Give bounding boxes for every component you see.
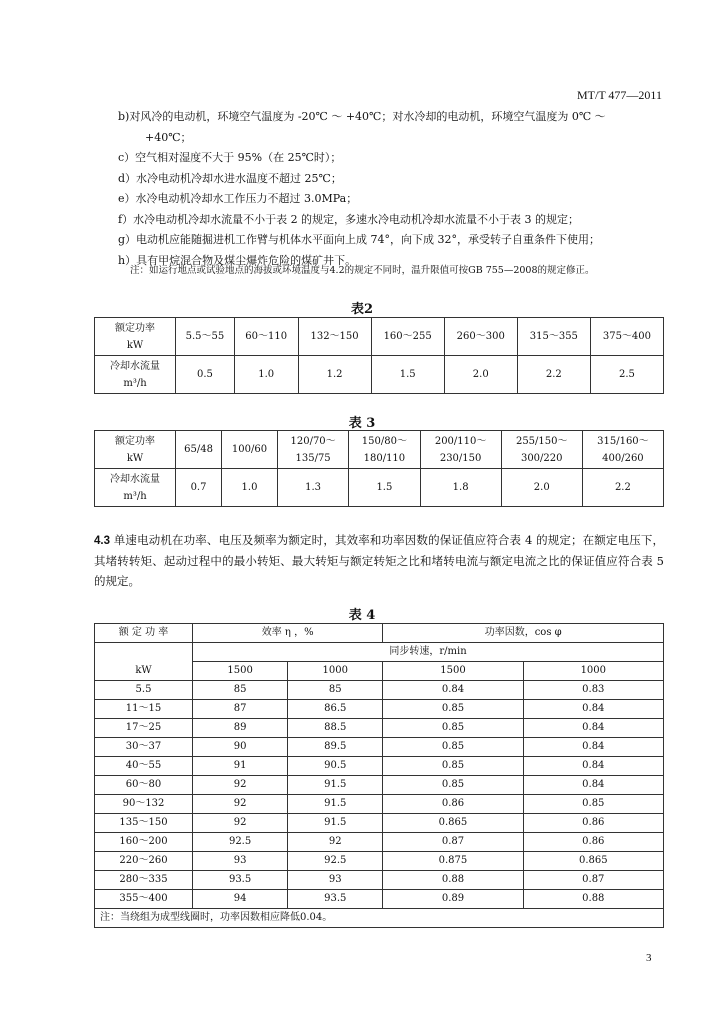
table-cell: 65/48 <box>176 431 222 469</box>
table-row <box>95 776 664 795</box>
row-header: 160～200 <box>95 833 193 852</box>
column-header: 额 定 功 率 <box>95 624 193 643</box>
table-cell: 0.875 <box>383 852 523 871</box>
table-cell: 2.0 <box>444 356 517 394</box>
table-cell: 0.865 <box>383 814 523 833</box>
table-row <box>95 719 664 738</box>
table-row <box>95 700 664 719</box>
table-cell: 1.0 <box>234 356 298 394</box>
table-cell: 85 <box>288 681 383 700</box>
table-cell: 132～150 <box>298 318 371 356</box>
table3-caption: 表 3 <box>348 416 376 431</box>
table-3 <box>94 430 664 507</box>
table-cell: 93 <box>193 852 288 871</box>
table-cell: 0.89 <box>383 890 523 909</box>
table-cell: 150/80～ 180/110 <box>349 431 420 469</box>
table-cell: 0.7 <box>176 469 222 507</box>
column-header: 同步转速，r/min <box>193 643 664 662</box>
table-cell: 60～110 <box>234 318 298 356</box>
table-cell: 1.2 <box>298 356 371 394</box>
clause-text: 单速电动机在功率、电压及频率为额定时，其效率和功率因数的保证值应符合表 4 的规定；在额定电压下，其堵转转矩、起动过程中的最小转矩、最大转矩与额定转矩之比和堵转电流与额定电流之比的保证值应符合表 5 的规定。 <box>94 533 664 588</box>
column-header: 1000 <box>523 662 663 681</box>
table-cell: 0.83 <box>523 681 663 700</box>
table-cell: 2.2 <box>582 469 663 507</box>
table-cell: 1.5 <box>349 469 420 507</box>
table-cell: 0.84 <box>383 681 523 700</box>
table-row <box>95 643 664 662</box>
table-row <box>95 909 664 928</box>
row-header: 额定功率 kW <box>95 431 176 469</box>
table-cell: 0.86 <box>523 814 663 833</box>
table-cell: 85 <box>193 681 288 700</box>
row-header: 30～37 <box>95 738 193 757</box>
row-header: 90～132 <box>95 795 193 814</box>
table-row <box>95 681 664 700</box>
table-cell: 1.5 <box>371 356 444 394</box>
table-cell: 87 <box>193 700 288 719</box>
table-cell: 92 <box>193 814 288 833</box>
row-header: 冷却水流量 m³/h <box>95 469 176 507</box>
table-cell: 0.84 <box>523 776 663 795</box>
clause-4-3 <box>94 530 664 591</box>
list-item: g）电动机应能随掘进机工作臂与机体水平面向上成 74°，向下成 32°，承受转子自重条件下使用； <box>118 233 601 246</box>
table-row <box>95 318 664 356</box>
page-number: 3 <box>646 952 652 964</box>
table-cell: 0.88 <box>523 890 663 909</box>
table-cell: 315～355 <box>517 318 590 356</box>
table-cell: 260～300 <box>444 318 517 356</box>
table-cell: 92 <box>288 833 383 852</box>
table-cell: 100/60 <box>222 431 278 469</box>
table-row <box>95 871 664 890</box>
table-cell: 5.5～55 <box>176 318 235 356</box>
clause-number: 4.3 <box>94 535 110 547</box>
table-row <box>95 431 664 469</box>
table-cell: 0.86 <box>523 833 663 852</box>
table-cell: 375～400 <box>590 318 663 356</box>
table-row <box>95 852 664 871</box>
row-header: 60～80 <box>95 776 193 795</box>
unit-label: kW <box>95 662 193 681</box>
table-row <box>95 795 664 814</box>
table-cell: 0.84 <box>523 719 663 738</box>
table-cell: 160～255 <box>371 318 444 356</box>
list-item: h）具有甲烷混合物及煤尘爆炸危险的煤矿井下。 <box>118 253 357 267</box>
column-header: 功率因数，cos φ <box>383 624 664 643</box>
table2-caption: 表2 <box>350 302 374 317</box>
table-cell: 0.85 <box>383 757 523 776</box>
table-row <box>95 738 664 757</box>
table-cell: 0.87 <box>523 871 663 890</box>
table-cell: 200/110～ 230/150 <box>420 431 501 469</box>
table-row <box>95 624 664 643</box>
table-cell: 88.5 <box>288 719 383 738</box>
table-cell: 93.5 <box>288 890 383 909</box>
row-header: 355～400 <box>95 890 193 909</box>
row-header: 135～150 <box>95 814 193 833</box>
table-cell: 92 <box>193 795 288 814</box>
list-item: e）水冷电动机冷却水工作压力不超过 3.0MPa； <box>118 192 358 205</box>
table-cell: 315/160～ 400/260 <box>582 431 663 469</box>
altitude-note: 注：如运行地点或试验地点的海拔或环境温度与4.2的规定不同时，温升限值可按GB 755—2008的规定修正。 <box>130 265 595 276</box>
table-cell: 92 <box>193 776 288 795</box>
table-cell: 91.5 <box>288 814 383 833</box>
table-cell: 89.5 <box>288 738 383 757</box>
table-cell: 93 <box>288 871 383 890</box>
table-cell: 0.85 <box>383 700 523 719</box>
list-item: +40℃； <box>145 130 192 144</box>
table-row <box>95 662 664 681</box>
table-cell: 1.8 <box>420 469 501 507</box>
list-item: f）水冷电动机冷却水流量不小于表 2 的规定，多速水冷电动机冷却水流量不小于表 3 的规定； <box>118 212 580 226</box>
column-header: 1500 <box>383 662 523 681</box>
row-header: 17～25 <box>95 719 193 738</box>
table-cell: 94 <box>193 890 288 909</box>
column-header: 1000 <box>288 662 383 681</box>
table-row <box>95 469 664 507</box>
condition-list <box>118 107 678 271</box>
table-cell: 0.87 <box>383 833 523 852</box>
table-cell: 0.84 <box>523 700 663 719</box>
table-cell: 93.5 <box>193 871 288 890</box>
table-cell: 0.84 <box>523 738 663 757</box>
table-cell: 89 <box>193 719 288 738</box>
table-cell: 1.3 <box>277 469 348 507</box>
row-header: 280～335 <box>95 871 193 890</box>
table-cell: 0.85 <box>383 719 523 738</box>
table-row <box>95 833 664 852</box>
table-cell: 91.5 <box>288 776 383 795</box>
table-cell: 0.84 <box>523 757 663 776</box>
table-cell: 91.5 <box>288 795 383 814</box>
list-item: b)对风冷的电动机，环境空气温度为 -20℃ ～ +40℃；对水冷却的电动机，环境空气温度为 0℃ ～ <box>118 110 606 123</box>
table-cell: 2.5 <box>590 356 663 394</box>
table-row <box>95 814 664 833</box>
table-cell: 0.88 <box>383 871 523 890</box>
table-cell: 90 <box>193 738 288 757</box>
table-cell: 91 <box>193 757 288 776</box>
table-2 <box>94 317 664 394</box>
table-cell: 92.5 <box>288 852 383 871</box>
list-item: c）空气相对湿度不大于 95%（在 25℃时）； <box>118 151 342 164</box>
table-cell: 1.0 <box>222 469 278 507</box>
row-header: 220～260 <box>95 852 193 871</box>
table-note: 注：当绕组为成型线圈时，功率因数相应降低0.04。 <box>95 909 664 928</box>
column-header: 效率 η ，% <box>193 624 383 643</box>
row-header: 40～55 <box>95 757 193 776</box>
table-cell: 2.0 <box>501 469 582 507</box>
table4-caption: 表 4 <box>348 608 376 623</box>
table-cell: 0.5 <box>176 356 235 394</box>
table-cell: 86.5 <box>288 700 383 719</box>
table-row <box>95 356 664 394</box>
row-header: 5.5 <box>95 681 193 700</box>
table-cell: 0.85 <box>523 795 663 814</box>
column-header: 1500 <box>193 662 288 681</box>
table-cell: 0.85 <box>383 776 523 795</box>
table-cell: 0.865 <box>523 852 663 871</box>
row-header: 冷却水流量 m³/h <box>95 356 176 394</box>
table-cell: 2.2 <box>517 356 590 394</box>
table-cell: 120/70～ 135/75 <box>277 431 348 469</box>
standard-number: MT/T 477—2011 <box>576 88 662 102</box>
table-row <box>95 757 664 776</box>
table-cell: 255/150～ 300/220 <box>501 431 582 469</box>
row-header: 11～15 <box>95 700 193 719</box>
table-row <box>95 890 664 909</box>
table-cell: 90.5 <box>288 757 383 776</box>
row-header: 额定功率 kW <box>95 318 176 356</box>
table-cell: 0.85 <box>383 738 523 757</box>
table-cell: 0.86 <box>383 795 523 814</box>
list-item: d）水冷电动机冷却水进水温度不超过 25℃； <box>118 171 342 185</box>
table-4 <box>94 623 664 928</box>
table-cell: 92.5 <box>193 833 288 852</box>
